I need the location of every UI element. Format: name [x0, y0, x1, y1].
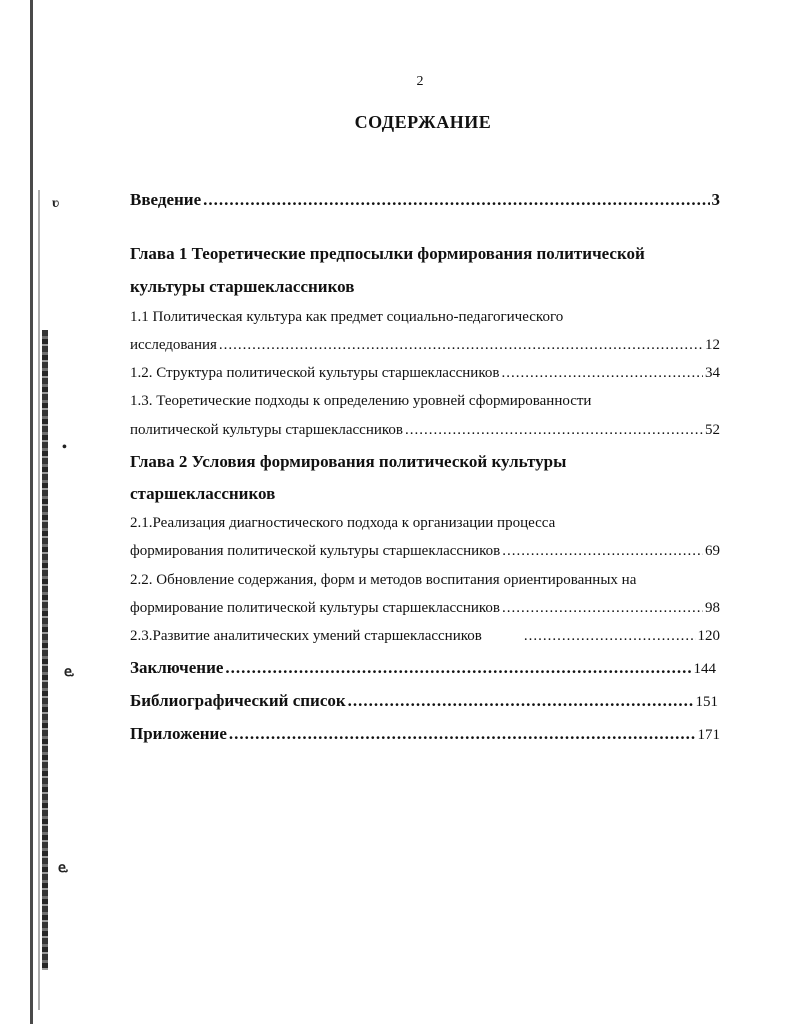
toc-page: 144 [693, 661, 716, 677]
toc-page: 120 [697, 628, 720, 644]
toc-leader-dots [225, 658, 691, 678]
toc-leader-dots [219, 337, 703, 354]
toc-1-3-line1[interactable]: 1.3. Теоретические подходы к определению уровней сформированности [130, 393, 592, 409]
toc-label: Приложение [130, 724, 227, 743]
toc-leader-dots [229, 724, 696, 744]
margin-mark: ⱸ [64, 665, 74, 680]
toc-label: Введение [130, 190, 202, 209]
toc-entry-1-2[interactable] [130, 365, 720, 382]
toc-entry-conclusion[interactable] [130, 658, 716, 678]
toc-leader-dots [502, 600, 703, 617]
toc-label: Заключение [130, 658, 224, 677]
chapter1-heading-line2[interactable]: культуры старшеклассников [130, 277, 355, 296]
toc-label: исследования [130, 337, 217, 353]
toc-page: 34 [705, 365, 720, 381]
toc-label: 1.2. Структура политической культуры старшеклассников [130, 365, 500, 381]
page-number: 2 [416, 74, 424, 89]
toc-2-2-line1[interactable]: 2.2. Обновление содержания, форм и методов воспитания ориентированных на [130, 572, 637, 588]
toc-2-1-line1[interactable]: 2.1.Реализация диагностического подхода к организации процесса [130, 515, 556, 531]
toc-label: 2.3.Развитие аналитических умений старшеклассников [130, 628, 482, 644]
toc-entry-2-3[interactable] [130, 628, 720, 645]
toc-entry-1-1[interactable] [130, 337, 720, 354]
margin-mark: ʋ [52, 196, 60, 211]
toc-entry-appendix[interactable] [130, 724, 720, 744]
toc-entry-intro[interactable] [130, 190, 720, 210]
page-title: СОДЕРЖАНИЕ [354, 112, 492, 132]
toc-page: 69 [705, 543, 720, 559]
toc-leader-dots [348, 691, 694, 711]
chapter2-heading-line1[interactable]: Глава 2 Условия формирования политической культуры [130, 452, 567, 471]
toc-1-1-line1[interactable]: 1.1 Политическая культура как предмет социально-педагогического [130, 309, 564, 325]
toc-entry-bibliography[interactable] [130, 691, 718, 711]
binding-shadow [38, 190, 40, 1010]
binding-edge-line [30, 0, 33, 1024]
toc-leader-dots [501, 365, 703, 382]
toc-leader-dots [405, 422, 703, 439]
toc-page: 98 [705, 600, 720, 616]
binding-dark-strip [42, 330, 48, 970]
toc-page: 3 [711, 190, 720, 209]
toc-entry-1-3[interactable] [130, 422, 720, 439]
toc-page: 171 [697, 727, 720, 743]
toc-label: формирование политической культуры старшеклассников [130, 600, 501, 616]
toc-page: 12 [705, 337, 720, 353]
toc-label: Библиографический список [130, 691, 346, 710]
toc-page: 151 [695, 694, 718, 710]
toc-label: формирования политической культуры старшеклассников [130, 543, 501, 559]
toc-page: 52 [705, 422, 720, 438]
margin-mark: ⱸ [58, 861, 68, 876]
toc-label: политической культуры старшеклассников [130, 422, 403, 438]
toc-leader-dots [502, 543, 703, 560]
margin-mark: • [62, 440, 67, 455]
toc-leader-dots [203, 190, 709, 210]
chapter1-heading-line1[interactable]: Глава 1 Теоретические предпосылки формирования политической [130, 244, 645, 263]
toc-leader-dots [524, 628, 696, 645]
chapter2-heading-line2[interactable]: старшеклассников [130, 484, 276, 503]
toc-entry-2-2[interactable] [130, 600, 720, 617]
toc-entry-2-1[interactable] [130, 543, 720, 560]
